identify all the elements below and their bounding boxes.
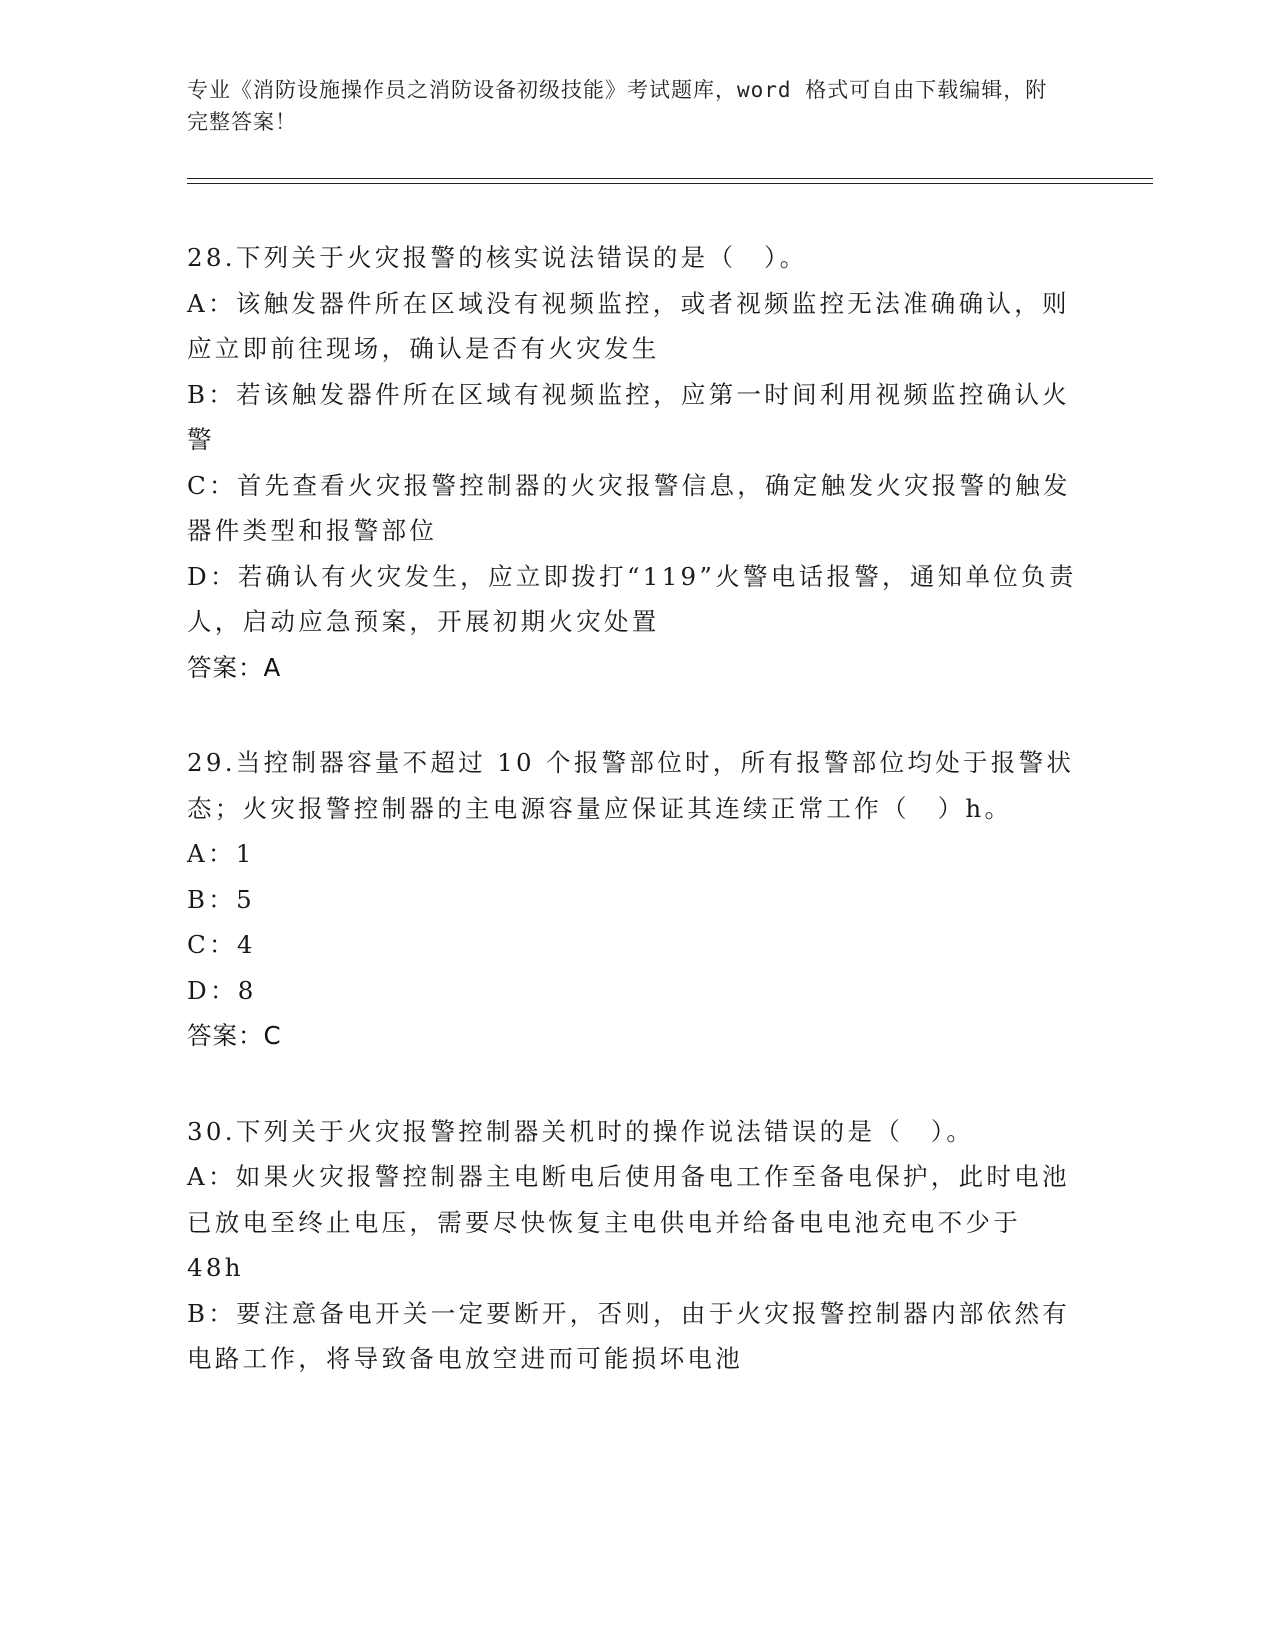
option-c: C：4 [187,930,256,959]
question-spacer [187,690,1087,740]
option-a: A：1 [187,839,255,868]
question-29 [187,740,1087,1059]
question-spacer [187,1059,1087,1109]
question-stem: 30.下列关于火灾报警控制器关机时的操作说法错误的是（ ）。 [187,1116,975,1146]
option-d: D：若确认有火灾发生，应立即拨打“119”火警电话报警，通知单位负责人，启动应急预案，开展初期火灾处置 [187,561,1077,636]
option-a: A：如果火灾报警控制器主电断电后使用备电工作至备电保护，此时电池已放电至终止电压，需要尽快恢复主电供电并给备电电池充电不少于 48h [187,1162,1070,1282]
question-list [187,235,1087,1382]
question-stem: 29.当控制器容量不超过 10 个报警部位时，所有报警部位均处于报警状态；火灾报警控制器的主电源容量应保证其连续正常工作（ ）h。 [187,748,1075,823]
option-c: C：首先查看火灾报警控制器的火灾报警信息，确定触发火灾报警的触发器件类型和报警部位 [187,470,1071,545]
option-b: B：若该触发器件所在区域有视频监控，应第一时间利用视频监控确认火警 [187,379,1071,454]
option-b: B：5 [187,884,255,914]
question-28 [187,235,1087,690]
header-rule-top [187,178,1153,179]
header-rule-bottom [187,183,1153,184]
answer-text: 答案：C [187,1021,282,1050]
option-d: D：8 [187,975,257,1005]
answer-text: 答案：A [187,652,282,682]
document-header: 专业《消防设施操作员之消防设备初级技能》考试题库，word 格式可自由下载编辑，附完整答案！ [187,78,1048,134]
question-30 [187,1109,1087,1382]
option-a: A：该触发器件所在区域没有视频监控，或者视频监控无法准确确认，则应立即前往现场，确认是否有火灾发生 [187,288,1070,363]
question-stem: 28.下列关于火灾报警的核实说法错误的是（ ）。 [187,243,808,272]
option-b: B：要注意备电开关一定要断开，否则，由于火灾报警控制器内部依然有电路工作，将导致备电放空进而可能损坏电池 [187,1298,1071,1373]
